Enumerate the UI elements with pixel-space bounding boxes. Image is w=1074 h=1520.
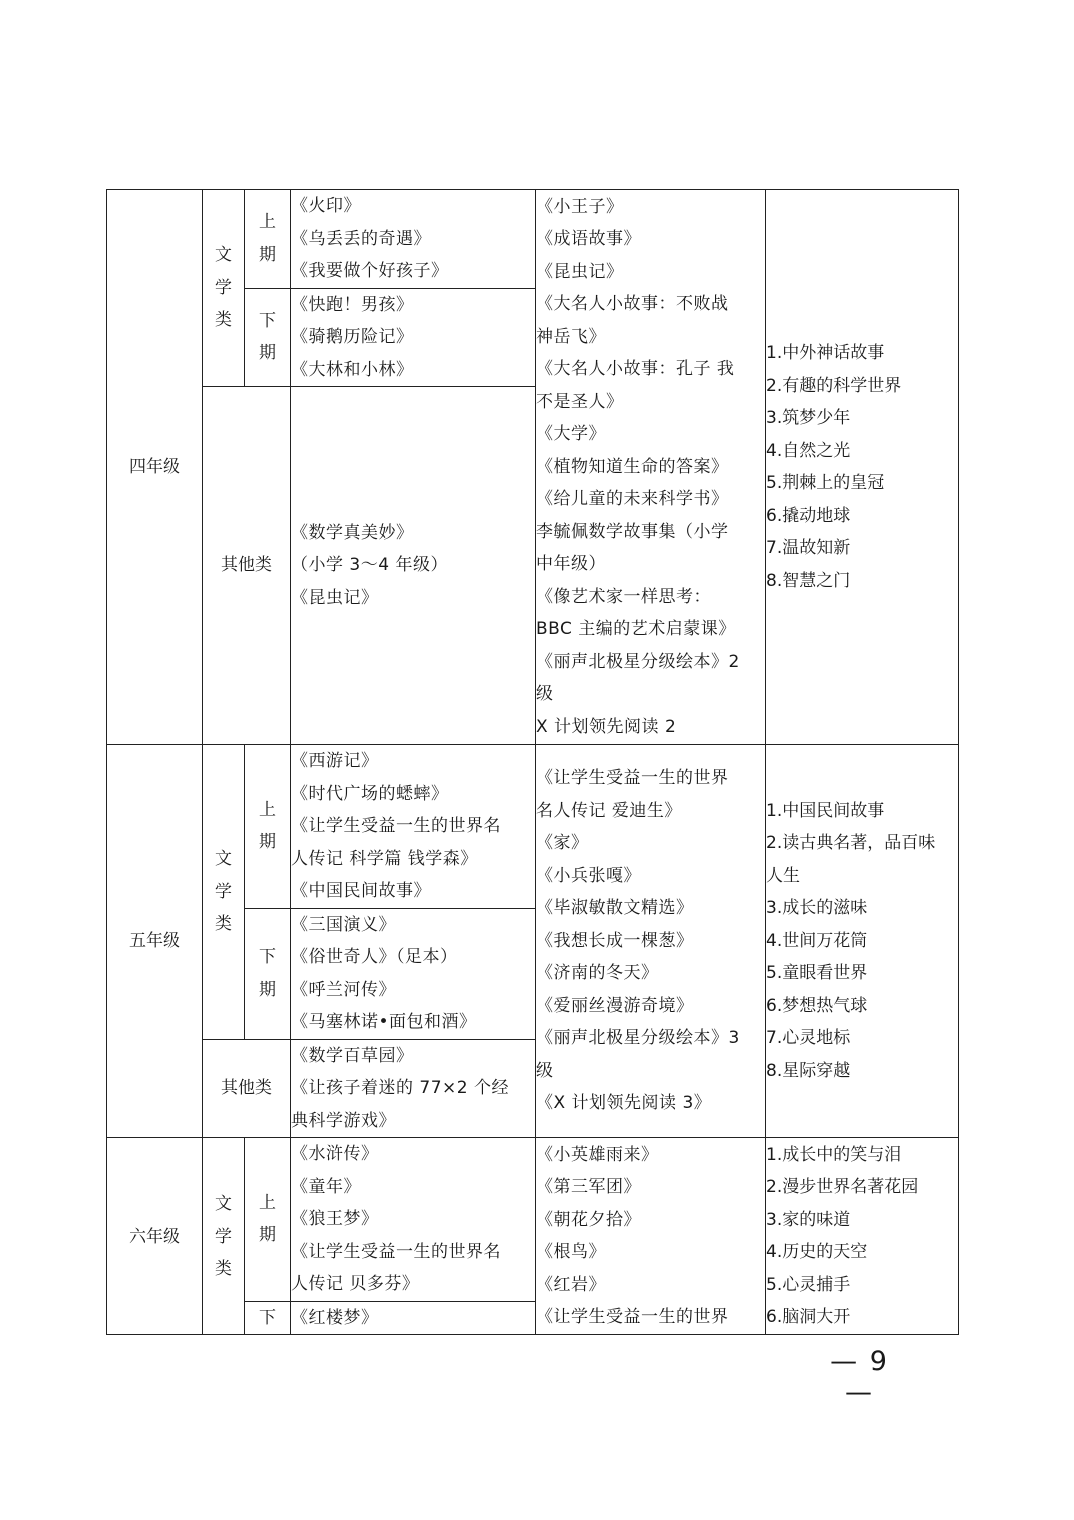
book-item: 《让孩子着迷的 77×2 个经 [291, 1078, 509, 1098]
term-first-half: 上 期 [245, 745, 291, 909]
page-number: — 9 — [830, 1346, 889, 1408]
extended-reading: 《小王子》 《成语故事》 《昆虫记》 《大名人小故事：不败战 神岳飞》 《大名人小故事：孔子 我 不是圣人》 《大学》 《植物知道生命的答案》 《给儿童的未来科学书》 李毓佩数学故事集（小学 中年级） 《像艺术家一样思考： BBC 主编的艺术启蒙课》 《丽声北极星分级绘本》2 级 X 计划领先阅读 2 [536, 190, 766, 745]
book-item: 人传记 科学篇 钱学森》 [291, 848, 478, 869]
book-item: 《乌丢丢的奇遇》 [291, 228, 431, 249]
term2-books [291, 1301, 536, 1335]
book-item: 《狼王梦》 [291, 1209, 379, 1229]
book-item: 《让学生受益一生的世界名 [291, 816, 501, 836]
grade6-row-term1 [107, 1138, 959, 1302]
grade5-row-term1 [107, 745, 959, 909]
book-item: 《我要做个好孩子》 [291, 261, 449, 281]
grade4-row-term1 [107, 190, 959, 289]
reading-list-table [106, 189, 959, 1335]
category-other: 其他类 [203, 387, 291, 745]
extended-reading: 《让学生受益一生的世界 名人传记 爱迪生》 《家》 《小兵张嘎》 《毕淑敏散文精选》 《我想长成一棵葱》 《济南的冬天》 《爱丽丝漫游奇境》 《丽声北极星分级绘本》3 级 《X 计划领先阅读 3》 [536, 745, 766, 1138]
grade-label: 四年级 [107, 190, 203, 745]
book-item: 《俗世奇人》（足本） [291, 947, 458, 967]
term-first-half: 上 期 [245, 1138, 291, 1302]
book-item: 《红楼梦》 [291, 1307, 379, 1328]
grade-label: 五年级 [107, 745, 203, 1138]
book-item: 人传记 贝多芬》 [291, 1274, 420, 1294]
book-item: 《水浒传》 [291, 1144, 379, 1164]
term2-books [291, 288, 536, 387]
book-item: 《数学真美妙》 [291, 522, 414, 543]
book-item: 《数学百草园》 [291, 1045, 414, 1066]
category-literature: 文 学 类 [203, 190, 245, 387]
book-item: 典科学游戏》 [291, 1110, 396, 1131]
book-item: 《昆虫记》 [291, 587, 379, 608]
book-item: 《快跑！男孩》 [291, 294, 414, 315]
book-item: （小学 3～4 年级） [291, 555, 448, 576]
book-item: 《火印》 [291, 196, 361, 216]
term-second-half: 下 期 [245, 288, 291, 387]
book-item: 《让学生受益一生的世界名 [291, 1241, 501, 1262]
reading-themes: 1.中外神话故事 2.有趣的科学世界 3.筑梦少年 4.自然之光 5.荆棘上的皇冠 6.撬动地球 7.温故知新 8.智慧之门 [766, 190, 959, 745]
category-literature: 文 学 类 [203, 745, 245, 1040]
book-item: 《大林和小林》 [291, 359, 414, 380]
book-item: 《呼兰河传》 [291, 979, 396, 1000]
grade-label: 六年级 [107, 1138, 203, 1335]
book-item: 《三国演义》 [291, 914, 396, 935]
term1-books [291, 745, 536, 909]
book-item: 《骑鹅历险记》 [291, 327, 414, 347]
reading-themes: 1.中国民间故事 2.读古典名著，品百味 人生 3.成长的滋味 4.世间万花筒 5.童眼看世界 6.梦想热气球 7.心灵地标 8.星际穿越 [766, 745, 959, 1138]
book-item: 《马塞林诺•面包和酒》 [291, 1012, 477, 1032]
reading-themes: 1.成长中的笑与泪 2.漫步世界名著花园 3.家的味道 4.历史的天空 5.心灵捕手 6.脑洞大开 [766, 1138, 959, 1335]
term1-books [291, 1138, 536, 1302]
term-first-half: 上 期 [245, 190, 291, 289]
category-literature: 文 学 类 [203, 1138, 245, 1335]
extended-reading: 《小英雄雨来》 《第三军团》 《朝花夕拾》 《根鸟》 《红岩》 《让学生受益一生的世界 [536, 1138, 766, 1335]
book-item: 《时代广场的蟋蟀》 [291, 783, 449, 804]
book-item: 《中国民间故事》 [291, 881, 431, 901]
term2-books [291, 908, 536, 1039]
book-item: 《西游记》 [291, 751, 379, 771]
book-item: 《童年》 [291, 1176, 361, 1197]
other-books [291, 387, 536, 745]
category-other: 其他类 [203, 1039, 291, 1138]
other-books [291, 1039, 536, 1138]
term1-books [291, 190, 536, 289]
term-second-half: 下 [245, 1301, 291, 1335]
term-second-half: 下 期 [245, 908, 291, 1039]
